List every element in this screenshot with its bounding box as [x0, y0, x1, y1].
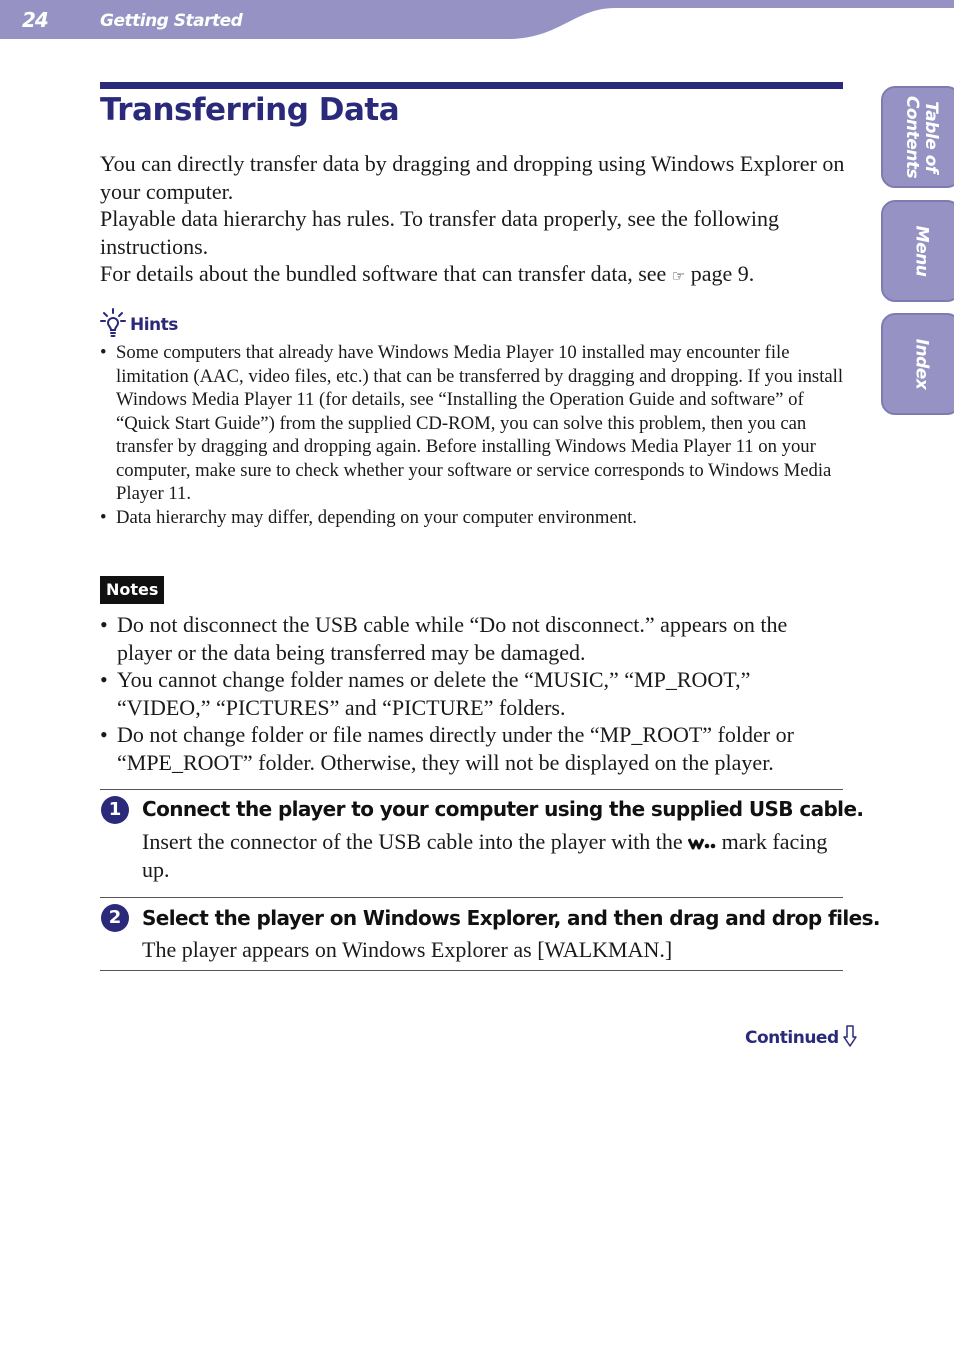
intro-text: [100, 150, 845, 292]
title-rule: [100, 82, 843, 89]
step-1-text-end: mark facing up.: [142, 829, 828, 882]
intro-paragraph-1: You can directly transfer data by dragging and dropping using Windows Explorer on your computer.: [100, 151, 845, 204]
step-2-body: The player appears on Windows Explorer as [WALKMAN.]: [142, 937, 673, 962]
step-1-text: Insert the connector of the USB cable into the player with the: [142, 829, 689, 854]
intro-p3-link[interactable]: page 9.: [685, 261, 755, 286]
hint-item: • Some computers that already have Windows Media Player 10 installed may encounter file limitation (AAC, video files, etc.) that can be transferred by dragging and dropping. If you install Windows Media Player 11 (for details, see “Installing the Operation Guide and software” of “Quick Start Guide”) from the supplied CD-ROM, you can solve this problem, then you can transfer by dragging and dropping again. Before installing Windows Media Player 11 on your computer, make sure to check whether your software or service corresponds to Windows Media Player 11.: [100, 341, 845, 506]
step-1-body: [142, 828, 842, 883]
step-2-heading: Select the player on Windows Explorer, and then drag and drop files.: [142, 906, 880, 930]
page-header: [0, 0, 954, 40]
notes-list: [100, 611, 845, 776]
note-item: • You cannot change folder names or delete the “MUSIC,” “MP_ROOT,” “VIDEO,” “PICTURES” and “PICTURE” folders.: [100, 666, 845, 721]
lightbulb-icon: [100, 308, 128, 338]
hints-list: [100, 341, 845, 529]
page-number: 24: [22, 8, 48, 32]
intro-paragraph-3: [100, 260, 845, 292]
tab-menu[interactable]: [881, 200, 954, 302]
continued-label: Continued: [745, 1028, 839, 1048]
note-item: • Do not change folder or file names directly under the “MP_ROOT” folder or “MPE_ROOT” folder. Otherwise, they will not be displayed on the player.: [100, 721, 845, 776]
tab-label-index: Index: [911, 338, 932, 390]
tab-index[interactable]: [881, 313, 954, 415]
step-1-heading: Connect the player to your computer using the supplied USB cable.: [142, 797, 864, 821]
arrow-down-icon: [843, 1025, 857, 1047]
step-number-badge: 1: [101, 796, 129, 824]
page-title: Transferring Data: [100, 92, 400, 128]
tab-label-toc: Table of Contents: [902, 95, 941, 179]
intro-paragraph-2: Playable data hierarchy has rules. To transfer data properly, see the following instructions.: [100, 206, 779, 259]
tab-table-of-contents[interactable]: [881, 86, 954, 188]
step-divider: [100, 970, 843, 971]
continued-link[interactable]: [745, 1025, 857, 1048]
walkman-logo-icon: [688, 835, 716, 851]
intro-p3-text: For details about the bundled software that can transfer data, see: [100, 261, 672, 286]
hint-item: • Data hierarchy may differ, depending on your computer environment.: [100, 506, 845, 530]
step-divider: [100, 897, 843, 898]
hints-label: Hints: [130, 315, 178, 335]
note-item: • Do not disconnect the USB cable while “Do not disconnect.” appears on the player or the data being transferred may be damaged.: [100, 611, 845, 666]
pointing-hand-icon: ☞: [671, 269, 686, 285]
tab-label-menu: Menu: [911, 225, 932, 277]
section-title: Getting Started: [100, 11, 243, 31]
step-number-badge: 2: [101, 904, 129, 932]
notes-label: Notes: [100, 576, 164, 604]
step-divider: [100, 789, 843, 790]
